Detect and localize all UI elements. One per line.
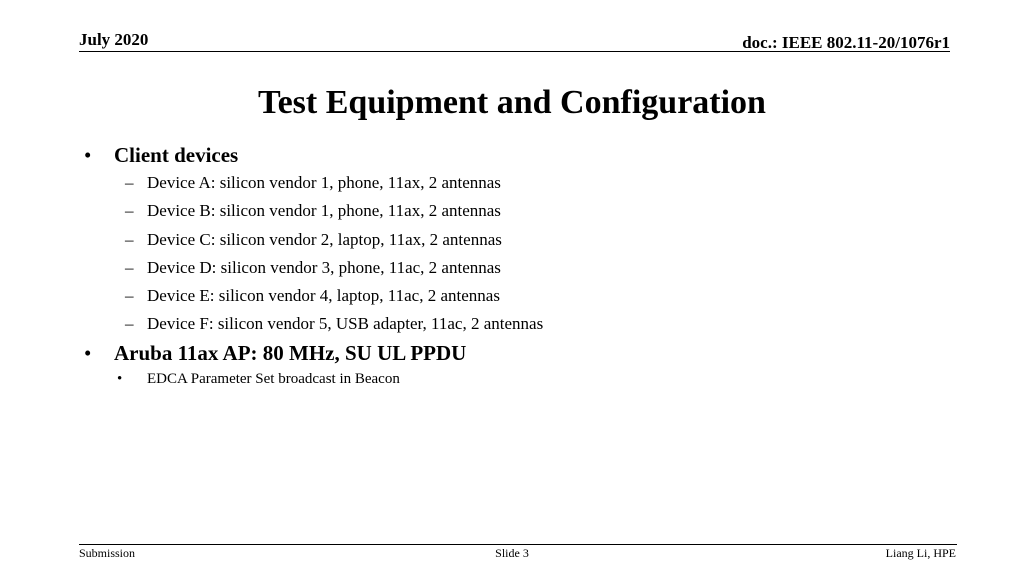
subitem-marker: – [125,314,134,334]
subitem-text: Device F: silicon vendor 5, USB adapter, 11ac, 2 antennas [147,314,544,334]
subitem-text: Device D: silicon vendor 3, phone, 11ac, 2 antennas [147,257,501,277]
subitem-device-c [84,226,944,254]
subitem-text: Device C: silicon vendor 2, laptop, 11ax, 2 antennas [147,229,502,249]
subitem-device-d [84,254,944,282]
bullet-aruba-ap [84,339,944,367]
footer-slide-number: Slide 3 [495,546,529,560]
subitem-text: Device B: silicon vendor 1, phone, 11ax, 2 antennas [147,201,501,221]
slide-content [84,141,944,391]
subitem-marker: – [125,286,134,306]
subitem-marker: – [125,257,134,277]
subitem-text: Device E: silicon vendor 4, laptop, 11ac, 2 antennas [147,286,500,306]
subitem-edca [84,367,944,391]
subitem-device-e [84,282,944,310]
bullet-marker: • [84,340,92,365]
bullet-text: Aruba 11ax AP: 80 MHz, SU UL PPDU [114,340,467,365]
header-doc-id: doc.: IEEE 802.11-20/1076r1 [742,33,950,52]
slide-title: Test Equipment and Configuration [258,84,766,121]
subitem-marker: – [125,229,134,249]
subitem-device-f [84,310,944,338]
subitem-text: Device A: silicon vendor 1, phone, 11ax, 2 antennas [147,173,501,192]
subitem-marker: – [125,201,134,221]
subitem-text: EDCA Parameter Set broadcast in Beacon [147,370,400,387]
header-divider [79,51,950,52]
header-date: July 2020 [79,30,149,49]
bullet-client-devices [84,141,944,169]
subitem-device-a [84,169,944,197]
footer-submission: Submission [79,546,136,560]
footer-divider [79,544,957,545]
bullet-marker: • [84,143,92,167]
subitem-marker: – [125,173,134,192]
footer-author: Liang Li, HPE [885,546,956,560]
subitem-marker: • [117,370,123,387]
bullet-text: Client devices [114,143,239,167]
subitem-device-b [84,197,944,225]
